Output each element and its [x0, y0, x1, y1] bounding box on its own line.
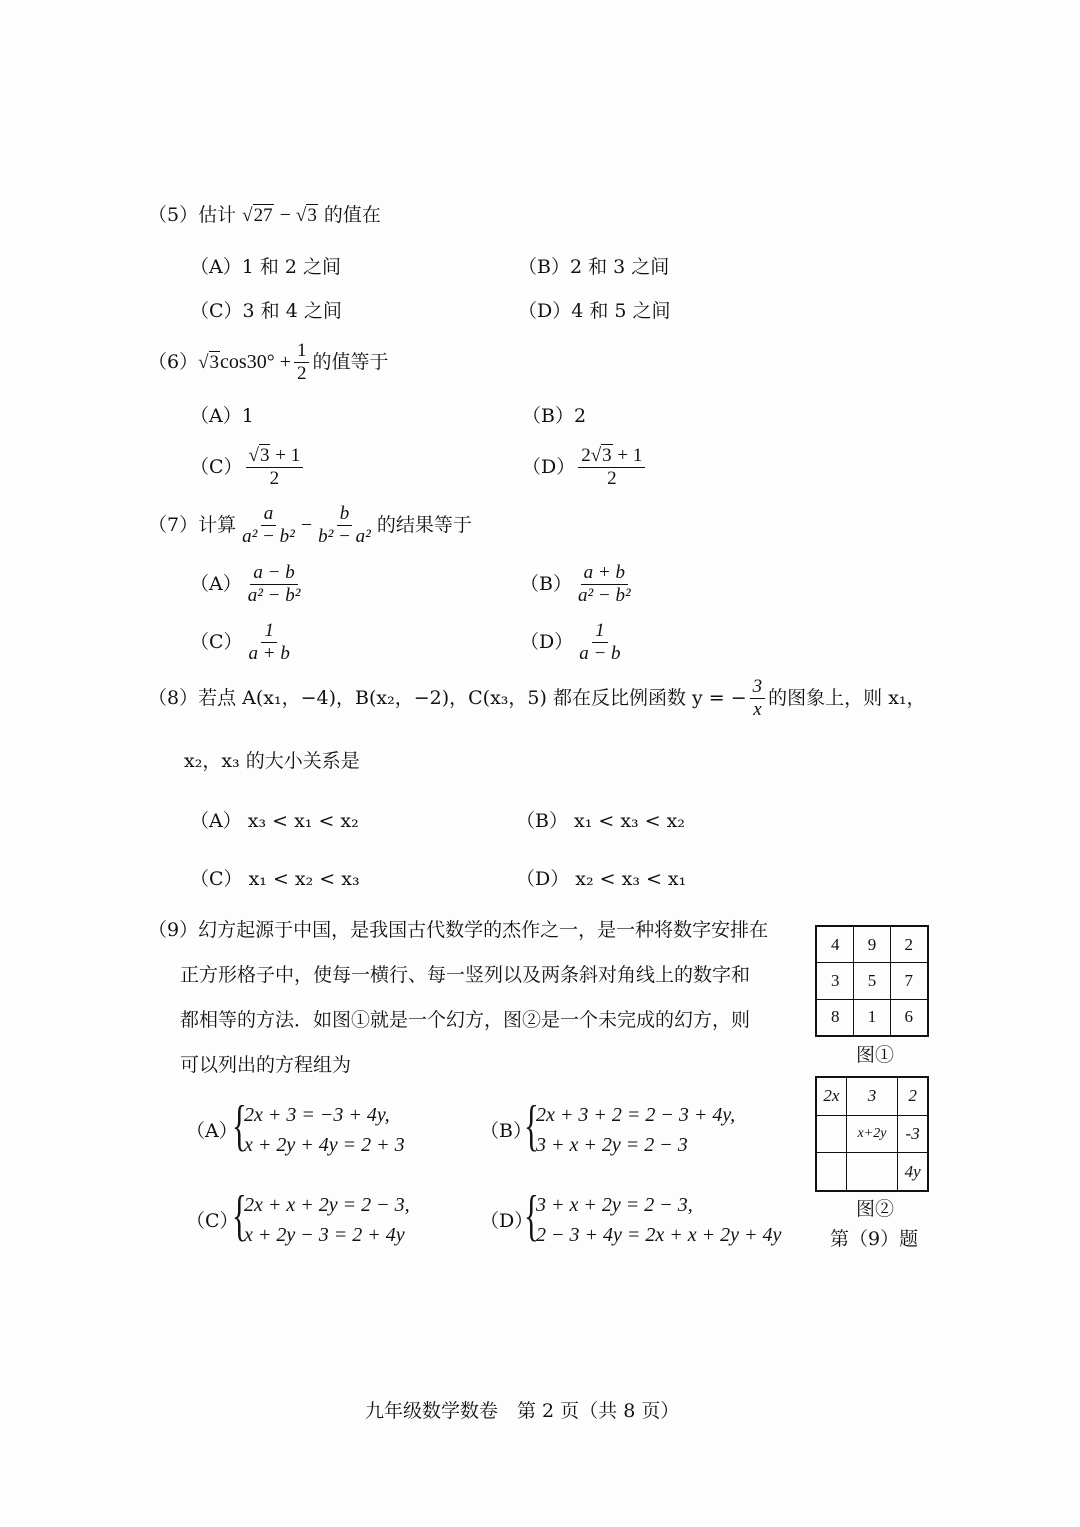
q7-option-d: （D） $\frac{1}{a - b}$ — [520, 620, 621, 664]
q8-option-a: （A） x₃ < x₁ < x₂ — [190, 810, 359, 832]
fig1-caption: 图① — [856, 1044, 895, 1066]
q8-option-d: （D） x₂ < x₃ < x₁ — [516, 868, 687, 890]
q9-stem-line2: 正方形格子中，使每一横行、每一竖列以及两条斜对角线上的数字和 — [180, 964, 751, 986]
fig1-cell: 9 — [854, 926, 890, 963]
q7-option-c: （C） $\frac{1}{a + b}$ — [190, 620, 290, 664]
fig2-cell — [846, 1153, 898, 1191]
q8-stem-line1: （8）若点 A(x₁，−4)，B(x₂，−2)，C(x₃，5) 都在反比例函数 y = − $\frac{3}{x}$ 的图象上，则 x₁， — [148, 676, 926, 720]
fig2-cell — [816, 1153, 846, 1191]
q6-option-a: （A）1 — [190, 405, 254, 427]
q9-option-c-label: （C） — [186, 1210, 239, 1232]
q9-option-a-brace: { — [232, 1095, 247, 1157]
fig1-cell: 8 — [816, 999, 854, 1036]
q9-option-c-brace: { — [232, 1185, 247, 1247]
q9-option-b-system: 2x + 3 + 2 = 2 − 3 + 4y, 3 + x + 2y = 2 − 3 — [536, 1104, 736, 1156]
q9-option-d-label: （D） — [480, 1210, 534, 1232]
fig1-cell: 7 — [890, 963, 928, 999]
q6-option-c: （C） $\frac{√3 + 1}{2}$ — [190, 445, 306, 490]
fig2-caption: 图② — [856, 1198, 895, 1220]
fig1-cell: 6 — [890, 999, 928, 1036]
magic-square-figure-2 — [815, 1076, 929, 1192]
q7-option-b: （B） $\frac{a + b}{\text{a² − b²}}$ — [520, 562, 631, 606]
q9-option-a-system: 2x + 3 = −3 + 4y, x + 2y + 4y = 2 + 3 — [244, 1104, 405, 1156]
q9-option-d-system: 3 + x + 2y = 2 − 3, 2 − 3 + 4y = 2x + x + 2y + 4y — [536, 1194, 782, 1246]
q9-option-b-brace: { — [524, 1095, 539, 1157]
fig1-cell: 2 — [890, 926, 928, 963]
q9-stem-line4: 可以列出的方程组为 — [180, 1054, 352, 1076]
q8-option-b: （B） x₁ < x₃ < x₂ — [516, 810, 685, 832]
q9-stem-line1: （9）幻方起源于中国，是我国古代数学的杰作之一，是一种将数字安排在 — [148, 919, 769, 941]
q8-stem-line2: x₂，x₃ 的大小关系是 — [184, 750, 360, 772]
fig2-cell: -3 — [898, 1115, 928, 1152]
fig2-cell: 2 — [898, 1077, 928, 1115]
q6-option-d: （D） $\frac{2√3 + 1}{2}$ — [522, 445, 648, 490]
q9-stem-line3: 都相等的方法．如图①就是一个幻方，图②是一个未完成的幻方，则 — [180, 1009, 751, 1031]
page-footer: 九年级数学数卷 第 2 页（共 8 页） — [365, 1400, 680, 1422]
q9-option-a-label: （A） — [186, 1120, 238, 1142]
fig2-cell: x+2y — [846, 1115, 898, 1152]
q9-option-d-brace: { — [524, 1185, 539, 1247]
q9-option-b-label: （B） — [480, 1120, 532, 1142]
fig2-cell — [816, 1115, 846, 1152]
fig1-cell: 4 — [816, 926, 854, 963]
q7-option-a: （A） $\frac{a - b}{\text{a² − b²}}$ — [190, 562, 301, 606]
q9-option-c-system: 2x + x + 2y = 2 − 3, x + 2y − 3 = 2 + 4y — [244, 1194, 410, 1246]
q6-stem: （6） √3 cos30° + $\frac{1}{2}$ 的值等于 — [148, 340, 389, 384]
q5-option-b: （B）2 和 3 之间 — [518, 256, 670, 278]
q5-option-d: （D）4 和 5 之间 — [518, 300, 671, 322]
figure-caption: 第（9）题 — [830, 1228, 919, 1250]
q5-option-a: （A）1 和 2 之间 — [190, 256, 342, 278]
fig2-cell: 3 — [846, 1077, 898, 1115]
fig1-cell: 5 — [854, 963, 890, 999]
fig1-cell: 3 — [816, 963, 854, 999]
fig2-cell: 4y — [898, 1153, 928, 1191]
q5-stem: （5）估计 √27 − √3 的值在 — [148, 204, 381, 226]
fig1-cell: 1 — [854, 999, 890, 1036]
q6-option-b: （B）2 — [522, 405, 587, 427]
q8-option-c: （C） x₁ < x₂ < x₃ — [190, 868, 360, 890]
q7-stem: （7）计算 $\frac{a}{\text{a² − b²}}$ − $\frac{b}{\text{b² − a²}}$ 的结果等于 — [148, 503, 472, 547]
magic-square-figure-1 — [815, 925, 929, 1037]
q5-option-c: （C）3 和 4 之间 — [190, 300, 342, 322]
fig2-cell: 2x — [816, 1077, 846, 1115]
